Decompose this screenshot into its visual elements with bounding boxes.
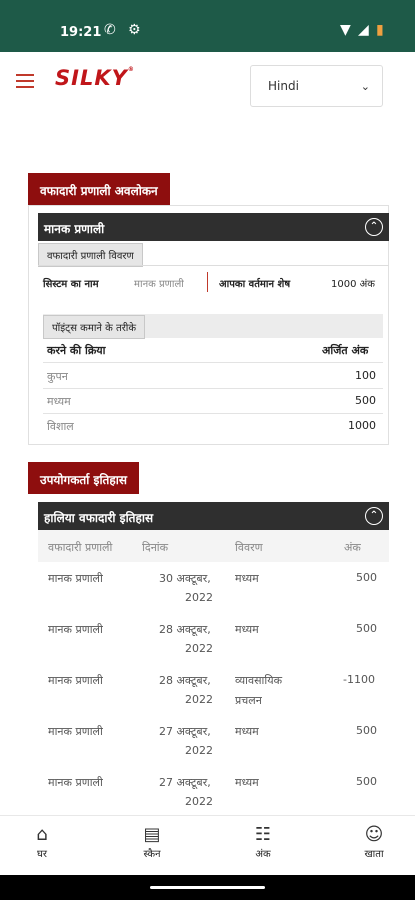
whatsapp-icon: ✆ [104, 22, 116, 38]
balance-value: 1000 अंक [331, 279, 375, 290]
system-name-label: सिस्टम का नाम [43, 279, 99, 290]
status-bar [0, 0, 415, 52]
home-icon: ⌂ [36, 824, 48, 845]
points-header: अर्जित अंक [322, 344, 369, 357]
chevron-down-icon: ⌄ [360, 80, 370, 93]
earn-points: 500 [355, 394, 376, 407]
system-accordion-header[interactable] [38, 213, 389, 241]
balance-label: आपका वर्तमान शेष [219, 279, 291, 290]
nav-home[interactable]: ⌂ घर [2, 824, 82, 860]
settings-icon: ⚙ [128, 22, 141, 38]
menu-icon[interactable] [16, 74, 34, 88]
logo: SILKY® [55, 66, 135, 90]
language-select[interactable] [250, 65, 383, 107]
history-accordion-title: हालिया वफादारी इतिहास [44, 511, 154, 525]
bottom-nav [0, 815, 415, 875]
points-icon: ☷ [254, 824, 272, 845]
earn-points: 1000 [348, 419, 376, 432]
system-accordion-title: मानक प्रणाली [44, 222, 105, 236]
scan-icon: ▤ [143, 824, 161, 845]
tab-system-details[interactable]: वफादारी प्रणाली विवरण [38, 243, 143, 267]
language-value: Hindi [268, 79, 299, 93]
battery-icon: ▮ [376, 22, 384, 38]
earn-points: 100 [355, 369, 376, 382]
loyalty-overview-title: वफादारी प्रणाली अवलोकन [28, 173, 170, 205]
nav-scan[interactable]: ▤ स्कैन [112, 824, 192, 860]
system-name-value: मानक प्रणाली [134, 279, 184, 290]
user-history-title: उपयोगकर्ता इतिहास [28, 462, 139, 494]
wifi-icon: ▼ [340, 22, 351, 38]
status-time: 19:21 [60, 25, 102, 40]
earn-action: विशाल [47, 420, 74, 433]
collapse-icon[interactable]: ⌃ [365, 218, 383, 236]
collapse-icon[interactable]: ⌃ [365, 507, 383, 525]
action-header: करने की क्रिया [47, 344, 106, 357]
gesture-bar [0, 875, 415, 900]
table-row: मानक प्रणाली 27 अक्टूबर, 2022 मध्यम 500 [48, 775, 377, 808]
history-accordion-header[interactable] [38, 502, 389, 530]
nav-points[interactable]: ☷ अंक [223, 824, 303, 860]
app-header [0, 52, 415, 118]
earn-action: कुपन [47, 370, 68, 383]
account-icon: ☺ [364, 824, 384, 845]
tab-earn-methods[interactable]: पॉइंट्स कमाने के तरीके [43, 315, 145, 339]
nav-account[interactable]: ☺ खाता [334, 824, 414, 860]
earn-action: मध्यम [47, 395, 71, 408]
signal-icon: ◢ [358, 22, 369, 38]
